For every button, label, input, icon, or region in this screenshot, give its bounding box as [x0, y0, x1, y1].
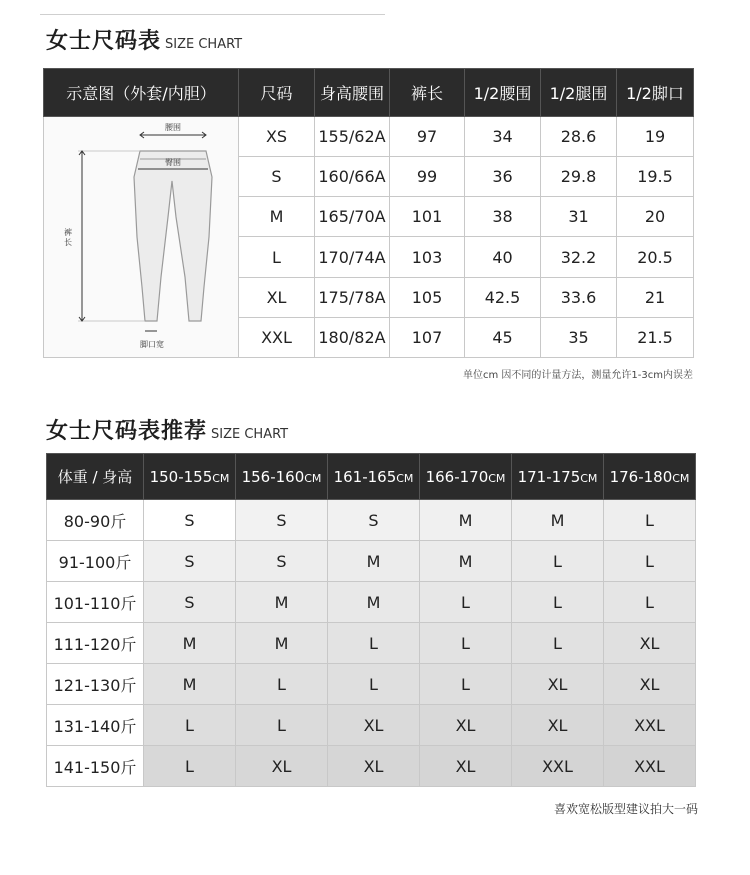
height-unit: CM: [488, 471, 506, 485]
table-row: [47, 500, 696, 541]
title-en: SIZE CHART: [211, 427, 289, 442]
diagram-length-label: 裤长: [64, 228, 72, 247]
header-half-waist: 1/2腰围: [465, 69, 541, 117]
recommended-size-cell: XL: [328, 746, 420, 787]
recommended-size-cell: XXL: [604, 746, 696, 787]
recommended-size-cell: M: [144, 623, 236, 664]
recommend-header-row: [47, 454, 696, 500]
diagram-waist-label: 腰围: [165, 123, 181, 132]
size-recommend-table: [46, 453, 696, 787]
half-hem-cell: 19: [617, 117, 694, 157]
height-waist-cell: 175/78A: [315, 277, 390, 317]
recommended-size-cell: L: [604, 500, 696, 541]
recommended-size-cell: M: [512, 500, 604, 541]
recommended-size-cell: L: [604, 582, 696, 623]
header-height-col: [328, 454, 420, 500]
table-row: [47, 582, 696, 623]
header-size: 尺码: [239, 69, 315, 117]
header-height-col: [420, 454, 512, 500]
size-recommend-title: [46, 414, 288, 445]
size-cell: XL: [239, 277, 315, 317]
table-row: [47, 541, 696, 582]
half-waist-cell: 36: [465, 157, 541, 197]
recommended-size-cell: L: [420, 664, 512, 705]
height-range: 166-170: [425, 467, 489, 486]
recommended-size-cell: XL: [512, 705, 604, 746]
half-waist-cell: 42.5: [465, 277, 541, 317]
half-hem-cell: 21: [617, 277, 694, 317]
size-chart-table: [43, 68, 694, 358]
recommended-size-cell: XL: [420, 705, 512, 746]
length-cell: 101: [390, 197, 465, 237]
recommended-size-cell: L: [144, 705, 236, 746]
table-row: [47, 664, 696, 705]
length-cell: 99: [390, 157, 465, 197]
title-cn: 女士尺码表: [46, 29, 162, 54]
recommended-size-cell: M: [236, 582, 328, 623]
top-divider: [40, 14, 385, 15]
recommended-size-cell: XL: [236, 746, 328, 787]
header-height-col: [604, 454, 696, 500]
half-hem-cell: 20: [617, 197, 694, 237]
weight-cell: 121-130斤: [47, 664, 144, 705]
weight-cell: 131-140斤: [47, 705, 144, 746]
half-thigh-cell: 33.6: [541, 277, 617, 317]
recommended-size-cell: XL: [604, 623, 696, 664]
height-unit: CM: [580, 471, 598, 485]
half-hem-cell: 21.5: [617, 317, 694, 357]
half-thigh-cell: 32.2: [541, 237, 617, 277]
recommended-size-cell: L: [604, 541, 696, 582]
measurement-note: 单位cm 因不同的计量方法，测量允许1-3cm内误差: [463, 370, 693, 381]
height-unit: CM: [212, 471, 230, 485]
recommended-size-cell: S: [236, 541, 328, 582]
recommended-size-cell: S: [144, 541, 236, 582]
half-waist-cell: 40: [465, 237, 541, 277]
height-waist-cell: 170/74A: [315, 237, 390, 277]
recommended-size-cell: L: [420, 582, 512, 623]
leggings-diagram-icon: [44, 117, 238, 353]
header-height-col: [236, 454, 328, 500]
recommended-size-cell: L: [512, 582, 604, 623]
weight-cell: 111-120斤: [47, 623, 144, 664]
half-waist-cell: 34: [465, 117, 541, 157]
title-cn: 女士尺码表推荐: [46, 419, 208, 444]
recommended-size-cell: L: [328, 664, 420, 705]
table-row: [47, 705, 696, 746]
weight-cell: 141-150斤: [47, 746, 144, 787]
header-height-waist: 身高腰围: [315, 69, 390, 117]
length-cell: 107: [390, 317, 465, 357]
size-cell: XXL: [239, 317, 315, 357]
half-thigh-cell: 28.6: [541, 117, 617, 157]
diagram-hip-label: 臀围: [165, 158, 181, 167]
height-range: 161-165: [333, 467, 397, 486]
size-chart-title: [46, 24, 242, 55]
fit-advice-note: 喜欢宽松版型建议拍大一码: [553, 802, 698, 816]
size-cell: M: [239, 197, 315, 237]
recommended-size-cell: L: [144, 746, 236, 787]
weight-cell: 101-110斤: [47, 582, 144, 623]
header-pants-length: 裤长: [390, 69, 465, 117]
size-cell: XS: [239, 117, 315, 157]
half-hem-cell: 19.5: [617, 157, 694, 197]
header-weight-height: 体重 / 身高: [47, 454, 144, 500]
header-diagram: 示意图（外套/内胆）: [44, 69, 239, 117]
header-half-thigh: 1/2腿围: [541, 69, 617, 117]
size-cell: L: [239, 237, 315, 277]
height-unit: CM: [304, 471, 322, 485]
recommended-size-cell: M: [328, 582, 420, 623]
size-cell: S: [239, 157, 315, 197]
header-half-hem: 1/2脚口: [617, 69, 694, 117]
height-waist-cell: 180/82A: [315, 317, 390, 357]
weight-cell: 91-100斤: [47, 541, 144, 582]
title-en: SIZE CHART: [165, 37, 243, 52]
recommended-size-cell: M: [236, 623, 328, 664]
recommended-size-cell: XL: [604, 664, 696, 705]
table-row: [47, 746, 696, 787]
recommended-size-cell: L: [512, 541, 604, 582]
recommended-size-cell: L: [328, 623, 420, 664]
half-thigh-cell: 35: [541, 317, 617, 357]
table-row: [47, 623, 696, 664]
height-waist-cell: 160/66A: [315, 157, 390, 197]
height-range: 176-180: [609, 467, 673, 486]
recommended-size-cell: M: [420, 500, 512, 541]
half-thigh-cell: 31: [541, 197, 617, 237]
recommend-table-body: [47, 500, 696, 787]
half-waist-cell: 38: [465, 197, 541, 237]
leggings-diagram-cell: [44, 117, 239, 358]
half-waist-cell: 45: [465, 317, 541, 357]
height-unit: CM: [396, 471, 414, 485]
size-chart-header-row: [44, 69, 694, 117]
length-cell: 103: [390, 237, 465, 277]
recommended-size-cell: L: [236, 664, 328, 705]
weight-cell: 80-90斤: [47, 500, 144, 541]
half-thigh-cell: 29.8: [541, 157, 617, 197]
recommended-size-cell: M: [144, 664, 236, 705]
table-row: [44, 117, 694, 157]
recommended-size-cell: L: [236, 705, 328, 746]
recommended-size-cell: M: [328, 541, 420, 582]
height-waist-cell: 155/62A: [315, 117, 390, 157]
header-height-col: [512, 454, 604, 500]
length-cell: 105: [390, 277, 465, 317]
length-cell: 97: [390, 117, 465, 157]
height-unit: CM: [672, 471, 690, 485]
recommended-size-cell: XL: [512, 664, 604, 705]
recommended-size-cell: S: [144, 582, 236, 623]
recommended-size-cell: S: [328, 500, 420, 541]
recommended-size-cell: S: [236, 500, 328, 541]
half-hem-cell: 20.5: [617, 237, 694, 277]
recommended-size-cell: XL: [420, 746, 512, 787]
height-range: 171-175: [517, 467, 581, 486]
height-range: 150-155: [149, 467, 213, 486]
recommended-size-cell: XXL: [512, 746, 604, 787]
recommended-size-cell: S: [144, 500, 236, 541]
height-range: 156-160: [241, 467, 305, 486]
recommended-size-cell: XXL: [604, 705, 696, 746]
recommended-size-cell: XL: [328, 705, 420, 746]
recommended-size-cell: L: [420, 623, 512, 664]
header-height-col: [144, 454, 236, 500]
height-waist-cell: 165/70A: [315, 197, 390, 237]
recommended-size-cell: L: [512, 623, 604, 664]
recommended-size-cell: M: [420, 541, 512, 582]
diagram-hem-label: 脚口宽: [140, 340, 164, 349]
